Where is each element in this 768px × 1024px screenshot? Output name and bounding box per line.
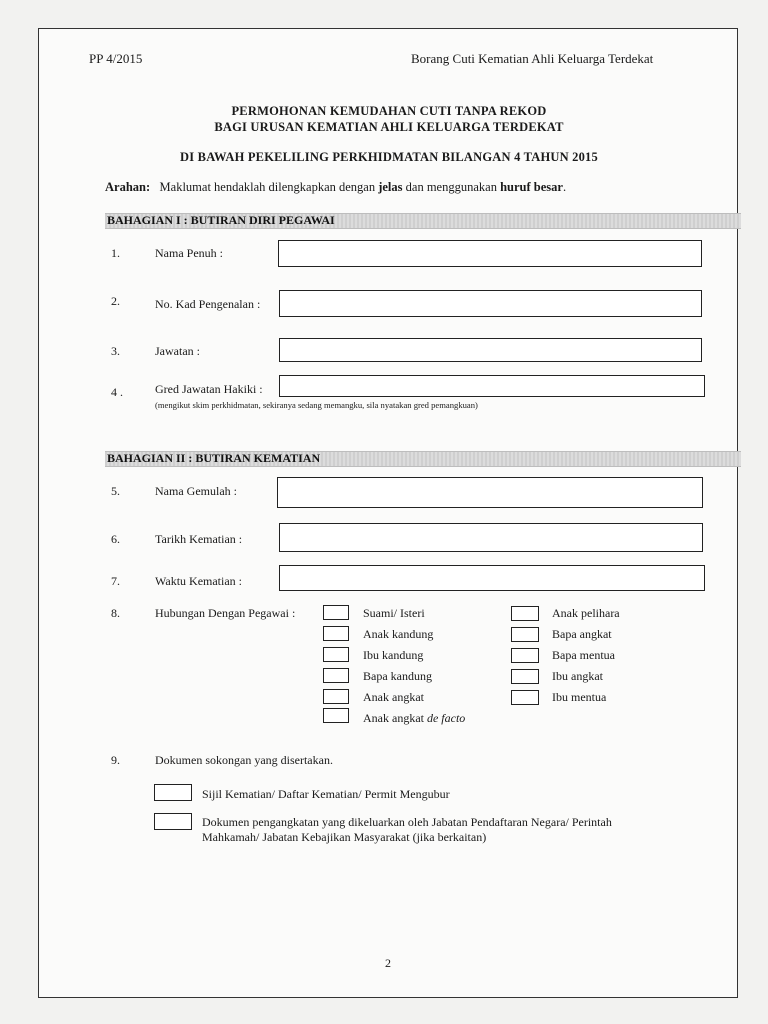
instructions-bold-2: huruf besar: [500, 180, 563, 194]
item-5-number: 5.: [111, 484, 120, 498]
checkbox-mother-in-law[interactable]: [511, 690, 539, 705]
instructions-text-3: .: [562, 180, 567, 194]
item-1-number: 1.: [111, 246, 120, 260]
option-mother-in-law-label: Ibu mentua: [552, 690, 607, 704]
deceased-name-field[interactable]: [277, 477, 703, 508]
ic-number-label: No. Kad Pengenalan :: [155, 297, 261, 311]
position-field[interactable]: [279, 338, 702, 362]
form-page: [38, 28, 738, 998]
option-adoptive-mother-label: Ibu angkat: [552, 669, 603, 683]
position-label: Jawatan :: [155, 344, 200, 358]
item-3-number: 3.: [111, 344, 120, 358]
option-biological-father-label: Bapa kandung: [363, 669, 432, 683]
checkbox-death-certificate[interactable]: [154, 784, 192, 801]
checkbox-adoption-document[interactable]: [154, 813, 192, 830]
page-number: 2: [385, 956, 391, 970]
documents-label: Dokumen sokongan yang disertakan.: [155, 753, 333, 767]
adoption-document-label-line-2: Mahkamah/ Jabatan Kebajikan Masyarakat (jika berkaitan): [202, 830, 487, 844]
section-2-title: BAHAGIAN II : BUTIRAN KEMATIAN: [107, 451, 321, 465]
checkbox-biological-child[interactable]: [323, 626, 349, 641]
checkbox-de-facto-adopted-child[interactable]: [323, 708, 349, 723]
item-6-number: 6.: [111, 532, 120, 546]
title-line-1: PERMOHONAN KEMUDAHAN CUTI TANPA REKOD: [231, 104, 547, 118]
option-father-in-law-label: Bapa mentua: [552, 648, 615, 662]
form-reference: PP 4/2015: [89, 51, 143, 66]
option-foster-child-label: Anak pelihara: [552, 606, 620, 620]
death-date-field[interactable]: [279, 523, 703, 552]
checkbox-spouse[interactable]: [323, 605, 349, 620]
death-date-label: Tarikh Kematian :: [155, 532, 243, 546]
instructions: [105, 180, 566, 195]
ic-number-field[interactable]: [279, 290, 702, 317]
instructions-bold-1: jelas: [378, 180, 403, 194]
item-8-number: 8.: [111, 606, 120, 620]
form-name: Borang Cuti Kematian Ahli Keluarga Terdekat: [411, 51, 654, 66]
full-name-field[interactable]: [278, 240, 702, 267]
option-adopted-child-label: Anak angkat: [363, 690, 424, 704]
item-7-number: 7.: [111, 574, 120, 588]
option-biological-mother-label: Ibu kandung: [363, 648, 424, 662]
death-certificate-label: Sijil Kematian/ Daftar Kematian/ Permit Mengubur: [202, 787, 450, 801]
instructions-text-1: Maklumat hendaklah dilengkapkan dengan: [159, 180, 376, 194]
deceased-name-label: Nama Gemulah :: [155, 484, 237, 498]
item-9-number: 9.: [111, 753, 120, 767]
death-time-label: Waktu Kematian :: [155, 574, 243, 588]
instructions-label: Arahan:: [105, 180, 151, 194]
section-1-title: BAHAGIAN I : BUTIRAN DIRI PEGAWAI: [107, 213, 335, 227]
relationship-label: Hubungan Dengan Pegawai :: [155, 606, 296, 620]
option-spouse-label: Suami/ Isteri: [363, 606, 425, 620]
grade-field[interactable]: [279, 375, 705, 397]
grade-note: (mengikut skim perkhidmatan, sekiranya sedang memangku, sila nyatakan gred pemangkuan): [155, 400, 478, 410]
checkbox-adoptive-mother[interactable]: [511, 669, 539, 684]
de-facto-text: Anak angkat: [363, 711, 424, 725]
adoption-document-label-line-1: Dokumen pengangkatan yang dikeluarkan oleh Jabatan Pendaftaran Negara/ Perintah: [202, 815, 612, 829]
checkbox-biological-mother[interactable]: [323, 647, 349, 662]
death-time-field[interactable]: [279, 565, 705, 591]
checkbox-adopted-child[interactable]: [323, 689, 349, 704]
section-2-header: [105, 451, 741, 467]
title-line-2: BAGI URUSAN KEMATIAN AHLI KELUARGA TERDEKAT: [214, 120, 564, 134]
grade-label: Gred Jawatan Hakiki :: [155, 382, 263, 396]
item-4-number: 4 .: [111, 385, 123, 399]
checkbox-biological-father[interactable]: [323, 668, 349, 683]
de-facto-italic: de facto: [426, 711, 466, 725]
section-1-header: [105, 213, 741, 229]
checkbox-father-in-law[interactable]: [511, 648, 539, 663]
title-line-3: DI BAWAH PEKELILING PERKHIDMATAN BILANGAN 4 TAHUN 2015: [180, 150, 598, 164]
checkbox-adoptive-father[interactable]: [511, 627, 539, 642]
option-biological-child-label: Anak kandung: [363, 627, 434, 641]
full-name-label: Nama Penuh :: [155, 246, 223, 260]
checkbox-foster-child[interactable]: [511, 606, 539, 621]
option-adoptive-father-label: Bapa angkat: [552, 627, 612, 641]
item-2-number: 2.: [111, 294, 120, 308]
option-de-facto-adopted-child-label: [363, 711, 465, 726]
instructions-text-2: dan menggunakan: [405, 180, 497, 194]
